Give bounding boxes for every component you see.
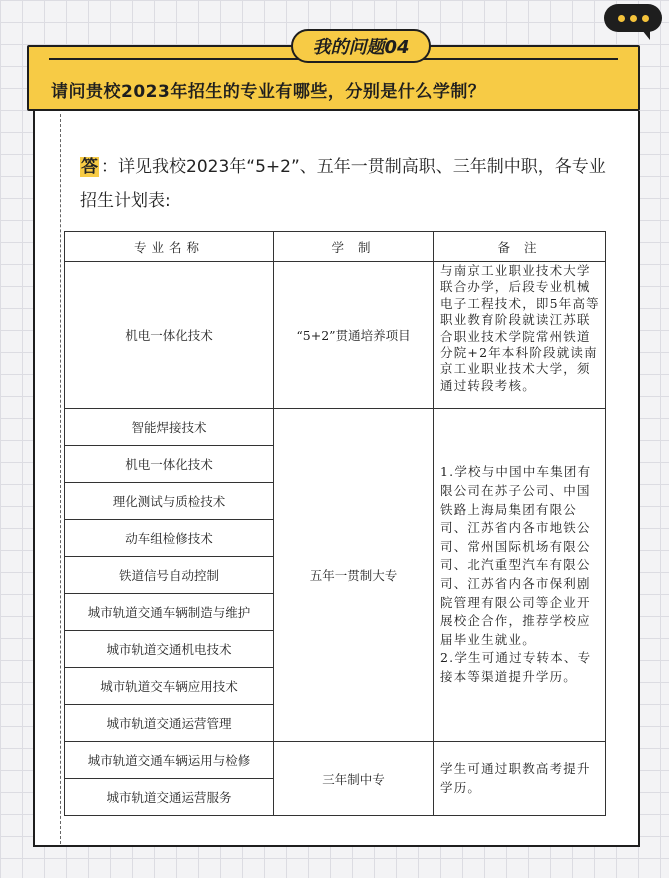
header-major: 专业名称 [65,232,274,262]
header-system: 学 制 [274,232,434,262]
table-row [65,262,606,409]
header-note: 备 注 [434,232,606,262]
table-header-row [65,232,606,262]
dot-icon [618,15,625,22]
major-name: 城市轨道交车辆应用技术 [65,668,274,705]
major-name: 动车组检修技术 [65,520,274,557]
dashed-rule [60,114,61,844]
answer-lead: 答 [81,157,98,177]
school-system: 五年一贯制大专 [274,409,434,742]
major-name: 城市轨道交通车辆制造与维护 [65,594,274,631]
answer-paragraph [80,150,610,218]
major-name: 机电一体化技术 [65,446,274,483]
major-name: 智能焊接技术 [65,409,274,446]
remark-text: 1.学校与中国中车集团有限公司在苏子公司、中国铁路上海局集团有限公司、江苏省内各市地铁公司、常州国际机场有限公司、北汽重型汽车有限公司、江苏省内各市保利剧院管理有限公司等企业开展校企合作，推荐学校应届毕业生就业。 2.学生可通过专转本、专接本等渠道提升学历。 [440,464,592,684]
major-name: 城市轨道交通运营管理 [65,705,274,742]
enrollment-plan-table [64,231,606,816]
school-system: “5+2”贯通培养项目 [274,262,434,409]
question-banner [27,37,640,111]
school-system: 三年制中专 [274,742,434,816]
remark-cell [434,409,606,742]
remark-cell: 与南京工业职业技术大学联合办学，后段专业机械电子工程技术，即5年高等职业教育阶段就读江苏联合职业技术学院常州铁道分院+2年本科阶段就读南京工业职业技术大学，须通过转段考核。 [434,262,606,409]
major-name: 城市轨道交通车辆运用与检修 [65,742,274,779]
chat-bubble-icon [604,4,662,32]
table-row [65,409,606,446]
dot-icon [630,15,637,22]
answer-text: ：详见我校2023年“5+2”、五年一贯制高职、三年制中职，各专业招生计划表: [80,157,606,211]
major-name: 铁道信号自动控制 [65,557,274,594]
dot-icon [642,15,649,22]
major-name: 机电一体化技术 [65,262,274,409]
table-row [65,742,606,779]
question-text: 请问贵校2023年招生的专业有哪些，分别是什么学制？ [51,82,486,102]
major-name: 理化测试与质检技术 [65,483,274,520]
question-badge: 我的问题04 [291,29,431,63]
major-name: 城市轨道交通运营服务 [65,779,274,816]
major-name: 城市轨道交通机电技术 [65,631,274,668]
remark-cell: 学生可通过职教高考提升学历。 [434,742,606,816]
